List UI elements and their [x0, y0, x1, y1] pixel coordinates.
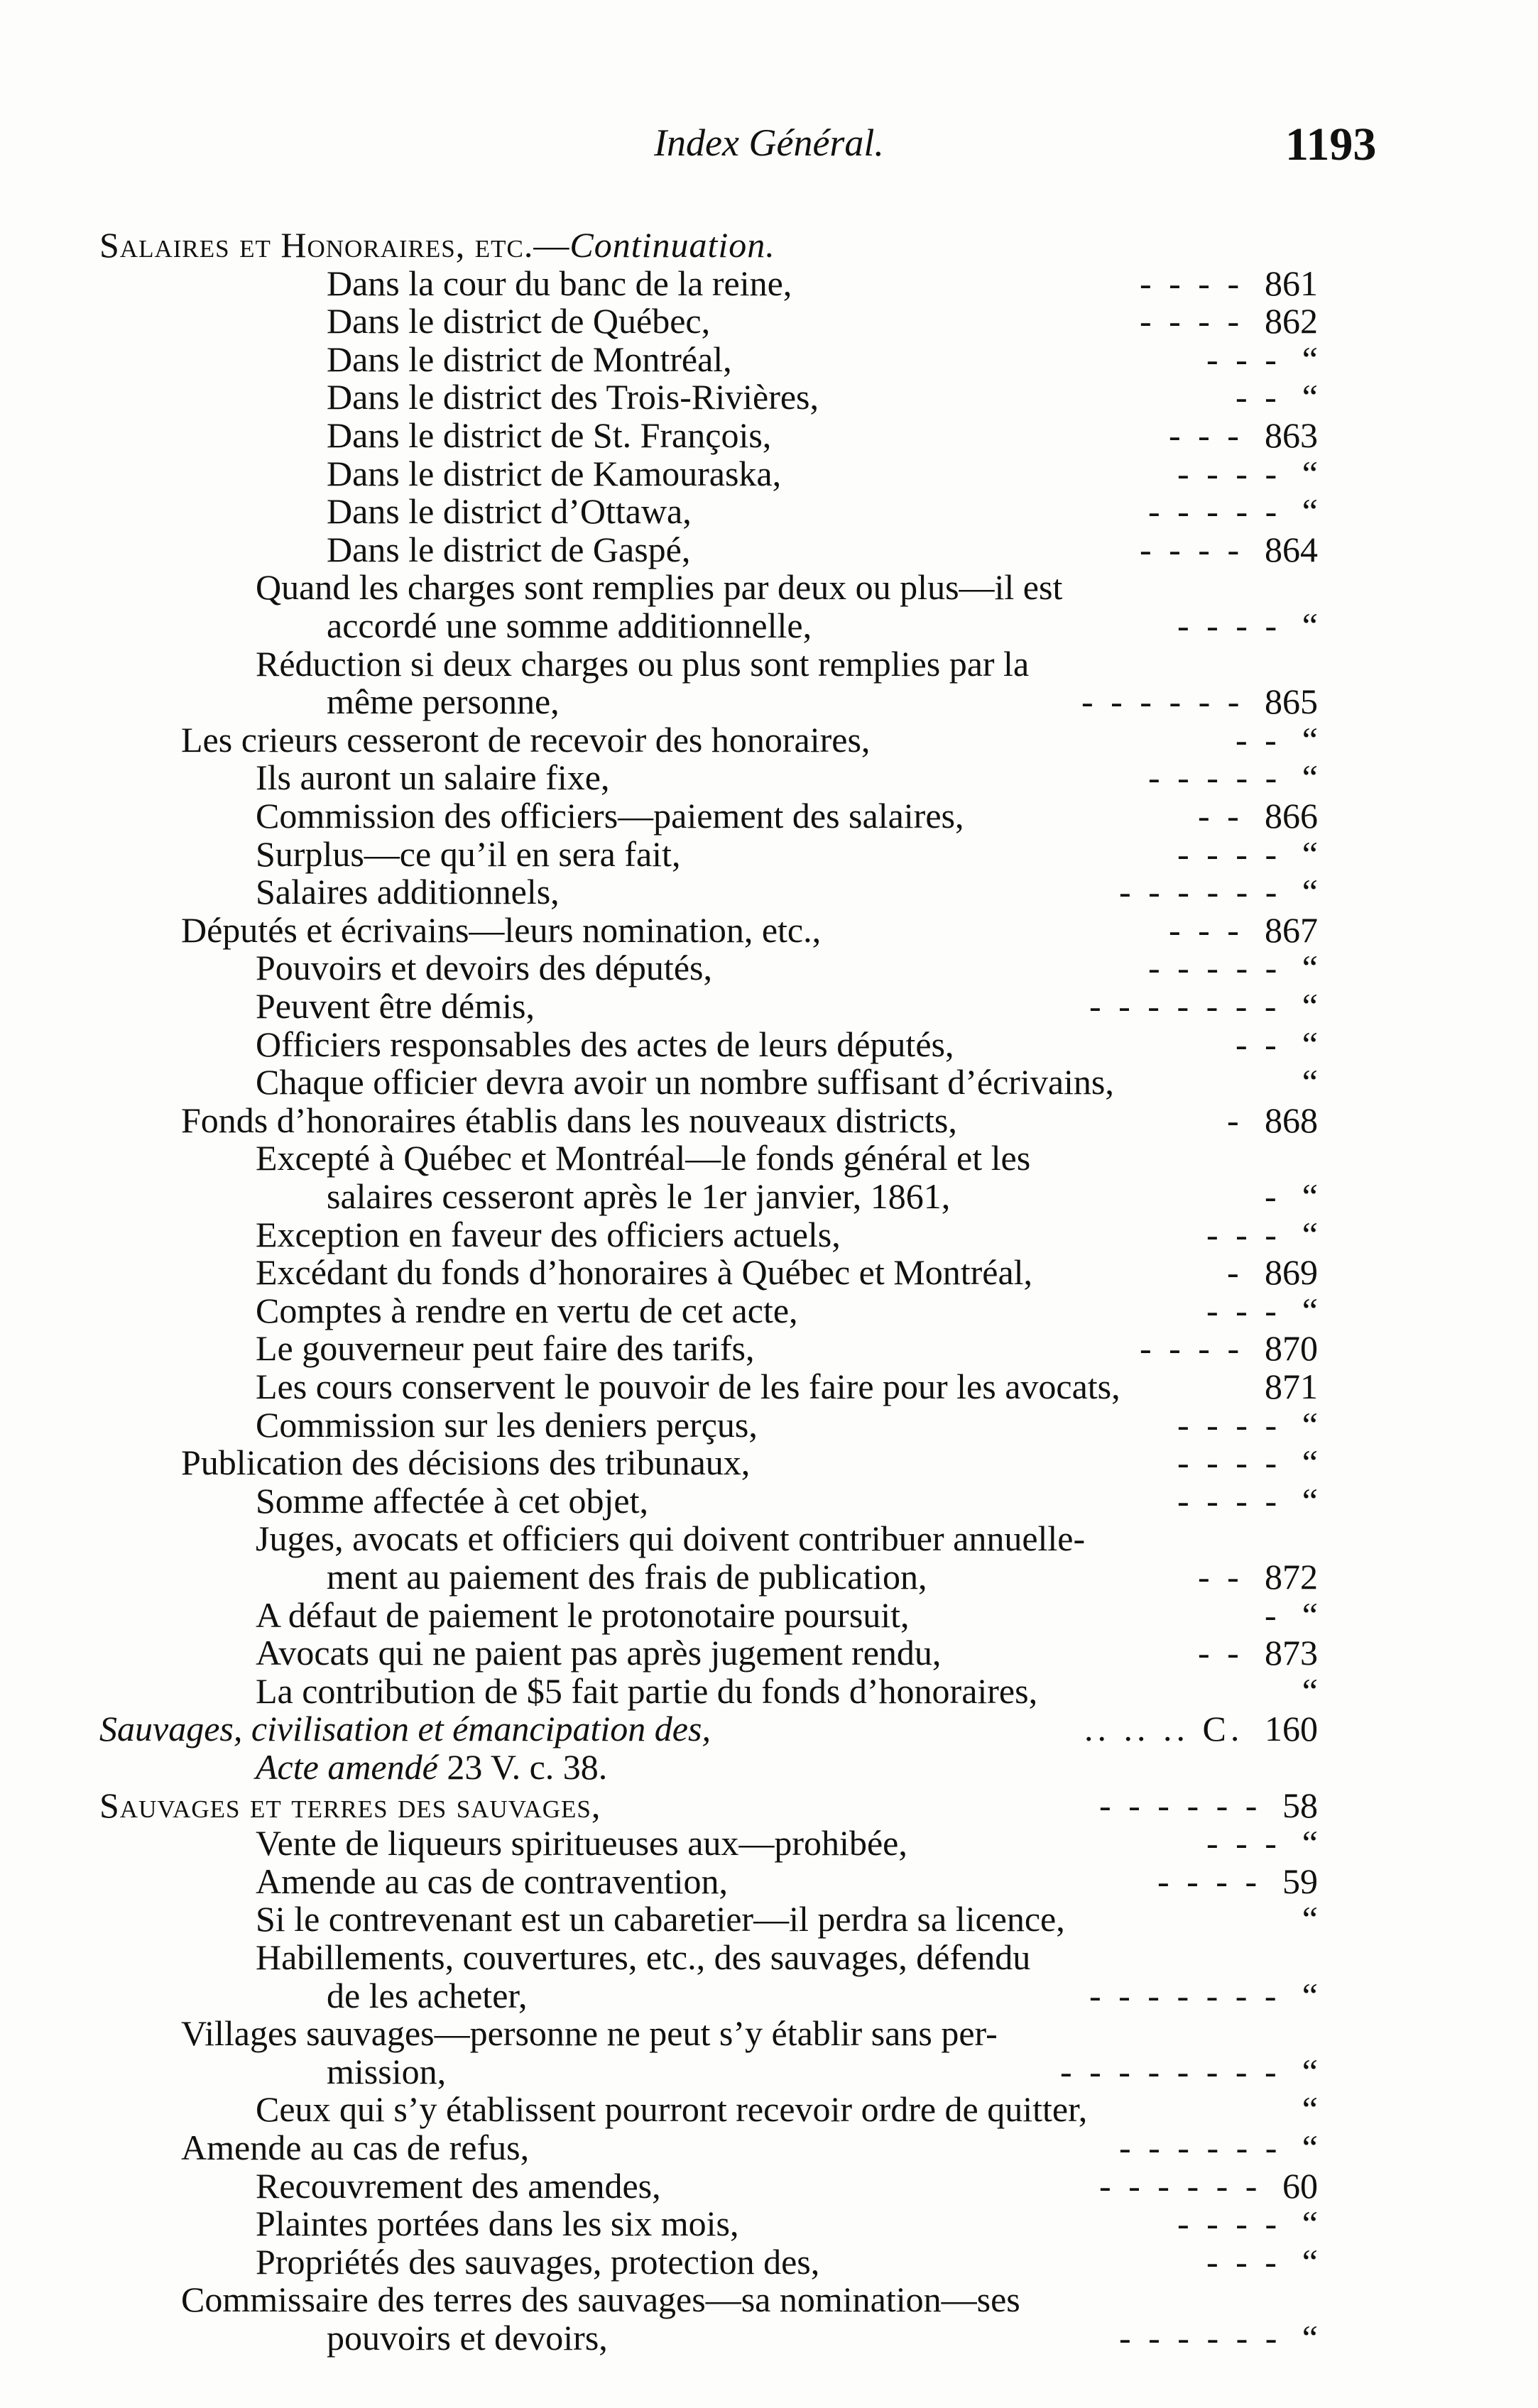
index-entry	[0, 1900, 1538, 1938]
index-entry	[0, 606, 1538, 645]
entry-text: Réduction si deux charges ou plus sont remplies par la	[256, 643, 1030, 684]
leader-dots: - - - - - -	[1119, 872, 1282, 912]
page-reference: 862	[1265, 301, 1318, 341]
entry-text: mission,	[327, 2051, 447, 2091]
entry-text: ment au paiement des frais de publication,	[327, 1557, 927, 1597]
leader-dots: - - -	[1169, 909, 1243, 950]
leader-dots: - - -	[1206, 1290, 1281, 1330]
index-entry	[0, 1748, 1538, 1786]
index-entry	[0, 1291, 1538, 1330]
page-reference: 870	[1265, 1328, 1318, 1369]
index-entry	[0, 1177, 1538, 1215]
entry-text: Dans le district de Québec,	[327, 301, 711, 341]
page-reference: 861	[1265, 263, 1318, 303]
entry-text: Exception en faveur des officiers actuels,	[256, 1214, 841, 1254]
index-entry	[0, 1862, 1538, 1900]
index-entry	[0, 264, 1538, 302]
index-entry	[0, 2052, 1538, 2091]
leader-dots: - -	[1198, 796, 1243, 836]
leader-dots: - - - -	[1177, 606, 1282, 645]
entry-text: Ceux qui s’y établissent pourront recevoir ordre de quitter,	[256, 2089, 1088, 2130]
page-reference: “	[1302, 1290, 1318, 1330]
entry-text: Acte amendé 23 V. c. 38.	[256, 1747, 608, 1787]
index-entry	[0, 2319, 1538, 2357]
index-entry	[0, 1482, 1538, 1520]
index-entry	[0, 340, 1538, 378]
leader-dots: - - - - - -	[1119, 2128, 1282, 2167]
entry-text: Dans le district d’Ottawa,	[327, 491, 692, 532]
page-reference: “	[1302, 1404, 1318, 1445]
page-reference: 871	[1265, 1367, 1318, 1406]
index-entry	[0, 682, 1538, 721]
entry-text: Excepté à Québec et Montréal—le fonds général et les	[256, 1138, 1031, 1178]
entry-text: La contribution de $5 fait partie du fonds d’honoraires,	[256, 1670, 1038, 1711]
entry-text: accordé une somme additionnelle,	[327, 606, 812, 645]
leader-dots: - - - - -	[1148, 757, 1282, 798]
page-reference: “	[1302, 1670, 1318, 1711]
index-entry	[0, 1519, 1538, 1558]
index-entry	[0, 1329, 1538, 1367]
index-entry	[0, 1139, 1538, 1177]
entry-text: Commission des officiers—paiement des salaires,	[256, 796, 964, 836]
index-entry	[0, 721, 1538, 759]
entry-text: Comptes à rendre en vertu de cet acte,	[256, 1290, 798, 1330]
index-entry	[0, 1786, 1538, 1824]
entry-text: pouvoirs et devoirs,	[327, 2318, 608, 2358]
leader-dots: - - - -	[1177, 2204, 1282, 2244]
page-reference: 58	[1282, 1785, 1318, 1825]
index-entry	[0, 1672, 1538, 1710]
entry-text: Pouvoirs et devoirs des députés,	[256, 948, 712, 988]
page-reference: “	[1302, 833, 1318, 874]
index-entry	[0, 1709, 1538, 1748]
entry-text: Salaires additionnels,	[256, 872, 560, 912]
page-reference: “	[1302, 606, 1318, 645]
page-reference: “	[1302, 1480, 1318, 1521]
entry-text: Chaque officier devra avoir un nombre suffisant d’écrivains,	[256, 1062, 1114, 1102]
leader-dots: - - - - - -	[1119, 2318, 1282, 2358]
index-entry	[0, 2167, 1538, 2205]
index-entry	[0, 1367, 1538, 1406]
page-reference: “	[1302, 1594, 1318, 1635]
entry-tail: 23 V. c. 38.	[437, 1747, 608, 1787]
entry-text: Plaintes portées dans les six mois,	[256, 2204, 739, 2244]
index-entry	[0, 1633, 1538, 1672]
entry-text: Villages sauvages—personne ne peut s’y établir sans per-	[181, 2013, 998, 2054]
leader-dots: - - - - -	[1148, 491, 1282, 532]
entry-text: Les cours conservent le pouvoir de les faire pour les avocats,	[256, 1367, 1120, 1406]
index-entry	[0, 948, 1538, 987]
entry-text: Salaires et Honoraires, etc.—Continuation.	[99, 225, 775, 265]
entry-text: Dans le district de Montréal,	[327, 339, 732, 379]
page-reference: “	[1302, 1062, 1318, 1102]
leader-dots: - -	[1198, 1557, 1243, 1597]
leader-dots: - - - -	[1177, 1480, 1282, 1521]
leader-dots: - - - - - -	[1099, 2165, 1262, 2206]
index-entry	[0, 416, 1538, 454]
entry-text: Peuvent être démis,	[256, 986, 535, 1026]
page-reference: 864	[1265, 529, 1318, 569]
entry-text: Amende au cas de contravention,	[256, 1861, 729, 1901]
entry-text: Les crieurs cesseront de recevoir des honoraires,	[181, 719, 871, 760]
page-reference: “	[1302, 1214, 1318, 1254]
entry-text: Quand les charges sont remplies par deux ou plus—il est	[256, 567, 1063, 608]
page-reference: “	[1302, 948, 1318, 988]
page-reference: 868	[1265, 1100, 1318, 1140]
index-entry	[0, 797, 1538, 835]
entry-text: Fonds d’honoraires établis dans les nouveaux districts,	[181, 1100, 957, 1140]
entry-text: salaires cesseront après le 1er janvier, 1861,	[327, 1176, 951, 1216]
leader-dots: - - - -	[1157, 1861, 1262, 1901]
index-entry	[0, 1558, 1538, 1596]
leader-dots: - - - -	[1177, 453, 1282, 493]
entry-text: Publication des décisions des tribunaux,	[181, 1443, 751, 1483]
page-reference: “	[1302, 986, 1318, 1026]
page-reference: “	[1302, 1975, 1318, 2015]
index-entry	[0, 378, 1538, 416]
entry-text: Vente de liqueurs spiritueuses aux—prohibée,	[256, 1823, 907, 1864]
index-entry	[0, 2014, 1538, 2052]
page-reference: “	[1302, 339, 1318, 379]
page-reference: 866	[1265, 796, 1318, 836]
index-entry	[0, 568, 1538, 606]
index-entry	[0, 835, 1538, 873]
entry-text: Dans la cour du banc de la reine,	[327, 263, 792, 303]
index-entry	[0, 1025, 1538, 1063]
page-reference: “	[1302, 757, 1318, 798]
index-entry	[0, 1063, 1538, 1101]
leader-dots: - - - -	[1140, 263, 1244, 303]
index-entry	[0, 645, 1538, 683]
index-entry	[0, 492, 1538, 530]
index-entry	[0, 530, 1538, 569]
leader-dots: - - - -	[1177, 1443, 1282, 1483]
index-entry	[0, 1824, 1538, 1862]
leader-dots: - -	[1198, 1633, 1243, 1673]
leader-dots: - - - - -	[1148, 948, 1282, 988]
index-entry	[0, 1101, 1538, 1139]
entry-text: Juges, avocats et officiers qui doivent contribuer annuelle-	[256, 1518, 1086, 1559]
entry-text: Dans le district de Kamouraska,	[327, 453, 782, 493]
leader-dots: - -	[1236, 1024, 1281, 1064]
entry-text: Excédant du fonds d’honoraires à Québec et Montréal,	[256, 1252, 1033, 1293]
leader-dots: - - - - - - -	[1089, 1975, 1281, 2015]
entry-text: Ils auront un salaire fixe,	[256, 757, 610, 798]
leader-dots: - - - - - -	[1081, 682, 1244, 722]
index-entry	[0, 1976, 1538, 2015]
page-reference: “	[1302, 1443, 1318, 1483]
page-reference: “	[1302, 2204, 1318, 2244]
entry-text: Habillements, couvertures, etc., des sauvages, défendu	[256, 1937, 1031, 1977]
page-reference: “	[1302, 1024, 1318, 1064]
page-reference: 873	[1265, 1633, 1318, 1673]
page-reference: 867	[1265, 909, 1318, 950]
page-reference: “	[1302, 2051, 1318, 2091]
page-reference: “	[1302, 2089, 1318, 2130]
index-entry	[0, 2243, 1538, 2281]
index-entry	[0, 911, 1538, 949]
entry-text: de les acheter,	[327, 1975, 528, 2015]
index-entry	[0, 1596, 1538, 1634]
entry-text: Somme affectée à cet objet,	[256, 1480, 648, 1521]
header-title: Index Général.	[654, 121, 884, 164]
page-reference: “	[1302, 872, 1318, 912]
index-entry	[0, 2280, 1538, 2319]
index-entry	[0, 302, 1538, 340]
index-entry	[0, 1443, 1538, 1482]
leader-dots: - - - -	[1140, 1328, 1244, 1369]
leader-dots: - - - -	[1140, 301, 1244, 341]
leader-dots: -	[1265, 1594, 1281, 1635]
page-reference: “	[1302, 1176, 1318, 1216]
entry-text: Si le contrevenant est un cabaretier—il perdra sa licence,	[256, 1899, 1065, 1939]
index-entry	[0, 1406, 1538, 1444]
entry-text: Sauvages, civilisation et émancipation des,	[99, 1709, 711, 1749]
page-reference: 60	[1282, 2165, 1318, 2206]
entry-text: Avocats qui ne paient pas après jugement rendu,	[256, 1633, 942, 1673]
index-entry	[0, 1215, 1538, 1254]
leader-dots: - - -	[1206, 2241, 1281, 2282]
leader-dots: - - -	[1206, 1214, 1281, 1254]
entry-text: Surplus—ce qu’il en sera fait,	[256, 833, 681, 874]
page-reference: “	[1302, 491, 1318, 532]
page-reference: “	[1302, 719, 1318, 760]
leader-dots: - - -	[1206, 1823, 1281, 1864]
index-entry	[0, 2128, 1538, 2167]
entry-text: Commissaire des terres des sauvages—sa nomination—ses	[181, 2280, 1020, 2320]
leader-dots: -	[1227, 1252, 1243, 1293]
index-entry	[0, 2090, 1538, 2128]
index-entry	[0, 1938, 1538, 1976]
entry-text: Députés et écrivains—leurs nomination, etc.,	[181, 909, 822, 950]
index-entry	[0, 454, 1538, 493]
page-reference: “	[1302, 2318, 1318, 2358]
entry-text: Dans le district des Trois-Rivières,	[327, 377, 819, 417]
leader-dots: - - - -	[1140, 529, 1244, 569]
leader-dots: .. .. .. C.	[1084, 1709, 1244, 1749]
leader-dots: - - -	[1206, 339, 1281, 379]
page-reference: “	[1302, 377, 1318, 417]
leader-dots: - - - - - -	[1099, 1785, 1262, 1825]
page-reference: “	[1302, 453, 1318, 493]
index-entry	[0, 987, 1538, 1025]
page-reference: 160	[1265, 1709, 1318, 1749]
page-reference: 59	[1282, 1861, 1318, 1901]
leader-dots: - -	[1236, 377, 1281, 417]
leader-dots: - - -	[1169, 415, 1243, 455]
page-reference: 872	[1265, 1557, 1318, 1597]
entry-text: Commission sur les deniers perçus,	[256, 1404, 758, 1445]
entry-text: Propriétés des sauvages, protection des,	[256, 2241, 820, 2282]
index-entry	[0, 758, 1538, 797]
page-number: 1193	[1285, 119, 1377, 170]
entry-text: Dans le district de St. François,	[327, 415, 772, 455]
index-entry	[0, 872, 1538, 911]
page-reference: 863	[1265, 415, 1318, 455]
entry-text: Sauvages et terres des sauvages,	[99, 1785, 601, 1825]
index-entry	[0, 2204, 1538, 2243]
leader-dots: - - - -	[1177, 833, 1282, 874]
entry-text: Le gouverneur peut faire des tarifs,	[256, 1328, 755, 1369]
page-reference: 865	[1265, 682, 1318, 722]
entry-text: même personne,	[327, 682, 560, 722]
leader-dots: -	[1265, 1176, 1281, 1216]
page-reference: “	[1302, 2241, 1318, 2282]
page-reference: “	[1302, 2128, 1318, 2167]
page-reference: “	[1302, 1823, 1318, 1864]
entry-text: Amende au cas de refus,	[181, 2128, 530, 2167]
page-reference: “	[1302, 1899, 1318, 1939]
entry-text: Recouvrement des amendes,	[256, 2165, 661, 2206]
continuation-label: Continuation.	[569, 225, 775, 265]
leader-dots: - - - -	[1177, 1404, 1282, 1445]
leader-dots: - -	[1236, 719, 1281, 760]
index-entry	[0, 1253, 1538, 1291]
index-entry	[0, 226, 1538, 264]
leader-dots: - - - - - - - -	[1060, 2051, 1281, 2091]
leader-dots: - - - - - - -	[1089, 986, 1281, 1026]
page-reference: 869	[1265, 1252, 1318, 1293]
entry-text: Officiers responsables des actes de leurs députés,	[256, 1024, 954, 1064]
leader-dots: -	[1227, 1100, 1243, 1140]
entry-text: Dans le district de Gaspé,	[327, 529, 691, 569]
entry-text: A défaut de paiement le protonotaire poursuit,	[256, 1594, 910, 1635]
